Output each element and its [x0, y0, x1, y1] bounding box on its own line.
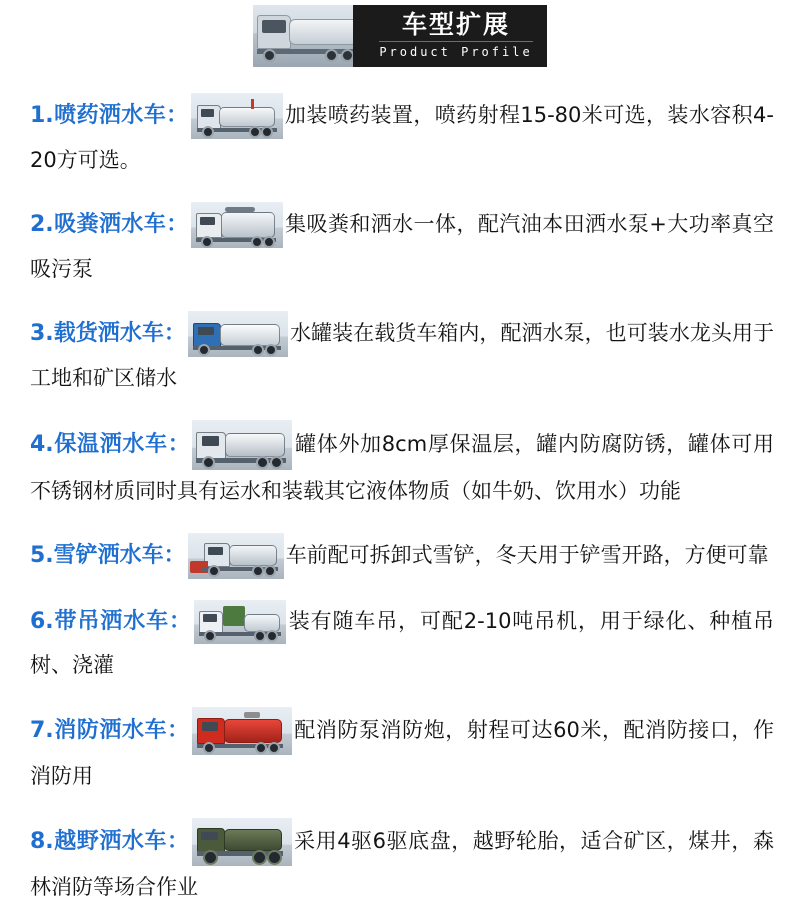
list-item-desc: 配消防泵消防炮，射程可达60米，配消防接口，作消防用: [30, 718, 774, 788]
list-item-desc: 装有随车吊，可配2-10吨吊机，用于绿化、种植吊树、浇灌: [30, 609, 774, 677]
list-item-title: 消防洒水车：: [53, 718, 190, 743]
list-item: [30, 707, 774, 797]
list-item-title: 吸粪洒水车：: [53, 212, 189, 237]
list-item-index: 4.: [30, 432, 54, 457]
off-road-water-truck-photo: [192, 818, 292, 866]
list-item: [30, 533, 774, 579]
list-item-title: 雪铲洒水车：: [53, 543, 186, 568]
list-item-title: 越野洒水车：: [53, 829, 190, 854]
list-item-index: 2.: [30, 212, 54, 237]
list-item-index: 8.: [30, 829, 54, 854]
insulated-water-truck-photo: [192, 420, 292, 470]
snow-plow-truck-photo: [188, 533, 284, 579]
page-subtitle: Product Profile: [379, 41, 532, 60]
spray-truck-photo: [191, 93, 283, 139]
truck-wheel: [325, 49, 338, 62]
header-inner: [253, 3, 546, 69]
list-item-title: 喷药洒水车：: [53, 103, 189, 128]
truck-cab: [257, 15, 291, 49]
list-item-title: 带吊洒水车：: [53, 609, 192, 634]
cargo-water-truck-photo: [188, 311, 288, 357]
list-item: [30, 202, 774, 290]
list-item-index: 3.: [30, 321, 54, 346]
crane-water-truck-photo: [194, 600, 286, 644]
list-item-desc: 集吸粪和洒水一体，配汽油本田洒水泵+大功率真空吸污泵: [30, 212, 774, 281]
list-item-desc: 加装喷药装置，喷药射程15-80米可选，装水容积4-20方可选。: [30, 103, 774, 172]
list-item-title: 保温洒水车：: [53, 432, 191, 457]
list-item: [30, 93, 774, 181]
sewage-suction-truck-photo: [191, 202, 283, 248]
content-list: [0, 93, 800, 908]
fire-fighting-truck-photo: [192, 707, 292, 755]
list-item-desc: 采用4驱6驱底盘，越野轮胎，适合矿区，煤井，森林消防等场合作业: [30, 829, 774, 899]
list-item: [30, 311, 774, 399]
list-item-desc: 车前配可拆卸式雪铲，冬天用于铲雪开路，方便可靠: [285, 543, 769, 567]
header-title-block: [353, 5, 546, 67]
list-item: [30, 600, 774, 686]
list-item-desc: 罐体外加8cm厚保温层，罐内防腐防锈，罐体可用不锈钢材质同时具有运水和装载其它液体物质（如牛奶、饮用水）功能: [30, 432, 774, 503]
truck-wheel: [263, 49, 276, 62]
list-item-index: 1.: [30, 103, 54, 128]
list-item-index: 6.: [30, 609, 54, 634]
truck-tank: [289, 19, 363, 45]
list-item: [30, 818, 774, 908]
list-item-title: 载货洒水车：: [53, 321, 186, 346]
list-item-desc: 水罐装在载货车箱内，配洒水泵，也可装水龙头用于工地和矿区储水: [30, 321, 774, 390]
page-header: [0, 0, 800, 72]
page-title: 车型扩展: [401, 11, 510, 39]
list-item-index: 5.: [30, 543, 54, 568]
list-item: [30, 420, 774, 512]
list-item-index: 7.: [30, 718, 54, 743]
